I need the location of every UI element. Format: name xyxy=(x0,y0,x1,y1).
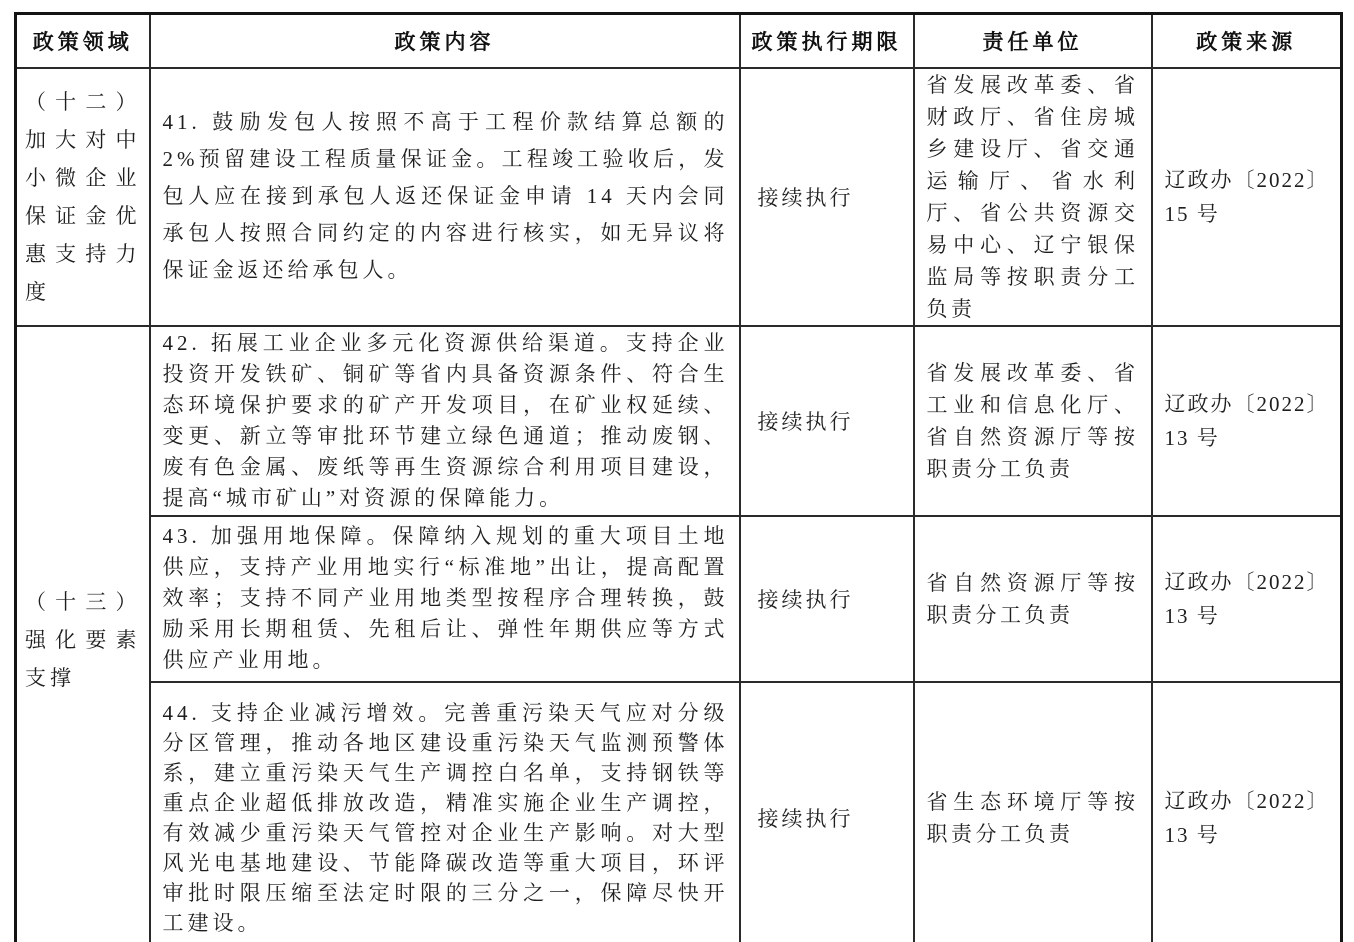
header-responsible-unit: 责任单位 xyxy=(914,14,1152,68)
cell-policy-content-44: 44. 支持企业减污增效。完善重污染天气应对分级分区管理，推动各地区建设重污染天气监测预警体系，建立重污染天气生产调控白名单，支持钢铁等重点企业超低排放改造，精准实施企业生产调控，有效减少重污染天气管控对企业生产影响。对大型风光电基地建设、节能降碳改造等重大项目，环评审批时限压缩至法定时限的三分之一，保障尽快开工建设。 xyxy=(150,682,740,942)
cell-policy-source-41: 辽政办〔2022〕15 号 xyxy=(1152,68,1342,326)
cell-policy-content-41: 41. 鼓励发包人按照不高于工程价款结算总额的 2%预留建设工程质量保证金。工程竣工验收后，发包人应在接到承包人返还保证金申请 14 天内会同承包人按照合同约定的内容进行核实，如无异议将保证金返还给承包人。 xyxy=(150,68,740,326)
table-row-44 xyxy=(16,682,1342,942)
cell-policy-term-42: 接续执行 xyxy=(740,326,914,516)
cell-policy-area-13: （十三）强化要素支撑 xyxy=(16,326,150,942)
table-row-41 xyxy=(16,68,1342,326)
cell-responsible-unit-43: 省自然资源厅等按职责分工负责 xyxy=(914,516,1152,682)
header-policy-source: 政策来源 xyxy=(1152,14,1342,68)
header-policy-content: 政策内容 xyxy=(150,14,740,68)
cell-policy-area-12: （十二）加大对中小微企业保证金优惠支持力度 xyxy=(16,68,150,326)
cell-policy-content-42: 42. 拓展工业企业多元化资源供给渠道。支持企业投资开发铁矿、铜矿等省内具备资源条件、符合生态环境保护要求的矿产开发项目，在矿业权延续、变更、新立等审批环节建立绿色通道；推动废钢、废有色金属、废纸等再生资源综合利用项目建设，提高“城市矿山”对资源的保障能力。 xyxy=(150,326,740,516)
header-policy-term: 政策执行期限 xyxy=(740,14,914,68)
cell-policy-content-43: 43. 加强用地保障。保障纳入规划的重大项目土地供应，支持产业用地实行“标准地”出让，提高配置效率；支持不同产业用地类型按程序合理转换，鼓励采用长期租赁、先租后让、弹性年期供应等方式供应产业用地。 xyxy=(150,516,740,682)
cell-policy-source-43: 辽政办〔2022〕13 号 xyxy=(1152,516,1342,682)
cell-policy-source-44: 辽政办〔2022〕13 号 xyxy=(1152,682,1342,942)
header-policy-area: 政策领域 xyxy=(16,14,150,68)
cell-policy-source-42: 辽政办〔2022〕13 号 xyxy=(1152,326,1342,516)
cell-policy-term-41: 接续执行 xyxy=(740,68,914,326)
policy-table xyxy=(14,12,1343,942)
cell-responsible-unit-42: 省发展改革委、省工业和信息化厅、省自然资源厅等按职责分工负责 xyxy=(914,326,1152,516)
cell-policy-term-43: 接续执行 xyxy=(740,516,914,682)
cell-responsible-unit-41: 省发展改革委、省财政厅、省住房城乡建设厅、省交通运输厅、省水利厅、省公共资源交易中心、辽宁银保监局等按职责分工负责 xyxy=(914,68,1152,326)
table-row-43 xyxy=(16,516,1342,682)
cell-policy-term-44: 接续执行 xyxy=(740,682,914,942)
header-row xyxy=(16,14,1342,68)
table-row-42 xyxy=(16,326,1342,516)
cell-responsible-unit-44: 省生态环境厅等按职责分工负责 xyxy=(914,682,1152,942)
